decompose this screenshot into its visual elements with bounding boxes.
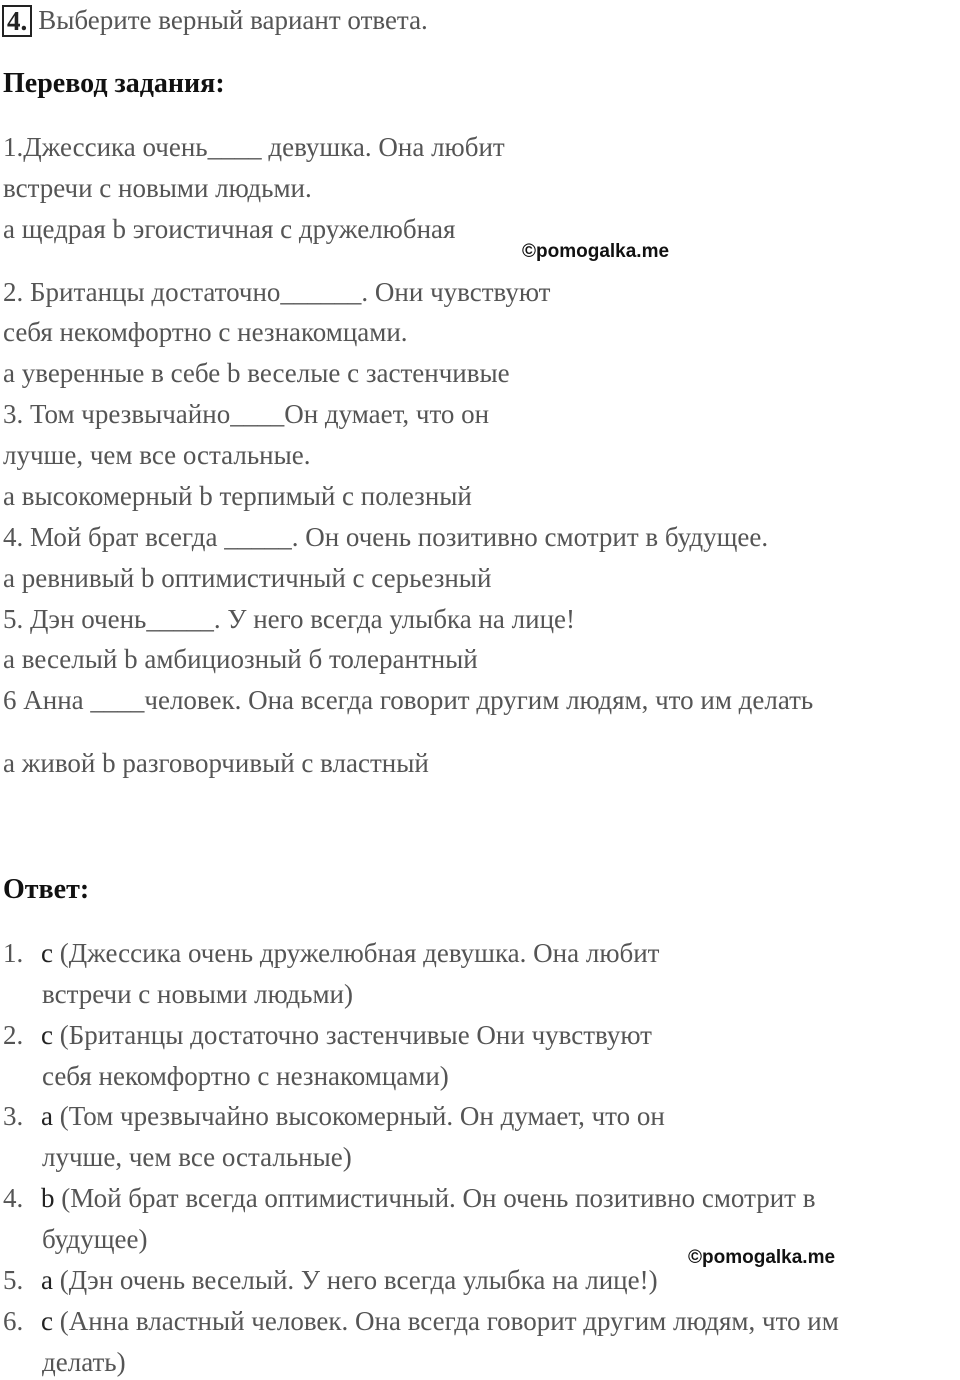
- answer-continuation: лучше, чем все остальные): [42, 1142, 352, 1172]
- translation-line: 5. Дэн очень_____. У него всегда улыбка на лице!: [3, 604, 576, 634]
- answer-number: 3.: [3, 1101, 24, 1131]
- answer-letter: b: [41, 1183, 55, 1213]
- answer-continuation: делать): [42, 1347, 126, 1377]
- answer-number: 2.: [3, 1020, 24, 1050]
- answer-item: [3, 1018, 652, 1052]
- answer-number: 5.: [3, 1265, 24, 1295]
- answer-item: [3, 1263, 658, 1297]
- translation-line: 3. Том чрезвычайно____Он думает, что он: [3, 399, 490, 429]
- translation-line: себя некомфортно с незнакомцами.: [3, 317, 408, 347]
- answer-number: 4.: [3, 1183, 24, 1213]
- answer-letter: a: [41, 1265, 53, 1295]
- answer-letter: c: [41, 938, 53, 968]
- translation-line: встречи с новыми людьми.: [3, 173, 312, 203]
- translation-line: 1.Джессика очень____ девушка. Она любит: [3, 132, 505, 162]
- translation-line: a ревнивый b оптимистичный c серьезный: [3, 563, 492, 593]
- task-instruction: Выберите верный вариант ответа.: [38, 5, 428, 35]
- watermark: ©pomogalka.me: [688, 1247, 836, 1268]
- answer-item: [3, 1304, 839, 1338]
- answer-text: (Том чрезвычайно высокомерный. Он думает, что он: [52, 1101, 665, 1131]
- translation-heading: Перевод задания:: [3, 68, 225, 99]
- translation-line: a высокомерный b терпимый c полезный: [3, 481, 472, 511]
- translation-line: лучше, чем все остальные.: [3, 440, 311, 470]
- translation-line: a веселый b амбициозный б толерантный: [3, 644, 478, 674]
- answer-text: (Мой брат всегда оптимистичный. Он очень позитивно смотрит в: [54, 1183, 816, 1213]
- translation-line: a щедрая b эгоистичная c дружелюбная: [3, 214, 456, 244]
- answer-number: 6.: [3, 1306, 24, 1336]
- translation-line: a живой b разговорчивый c властный: [3, 748, 429, 778]
- answer-continuation: встречи с новыми людьми): [42, 979, 354, 1009]
- answer-item: [3, 1181, 815, 1215]
- answer-item: [3, 1099, 665, 1133]
- translation-line: 6 Анна ____человек. Она всегда говорит другим людям, что им делать: [3, 685, 814, 715]
- answer-letter: c: [41, 1306, 53, 1336]
- translation-line: 4. Мой брат всегда _____. Он очень позитивно смотрит в будущее.: [3, 522, 769, 552]
- answer-text: (Джессика очень дружелюбная девушка. Она любит: [52, 938, 660, 968]
- answer-continuation: себя некомфортно с незнакомцами): [42, 1061, 449, 1091]
- answer-text: (Анна властный человек. Она всегда говорит другим людям, что им: [52, 1306, 839, 1336]
- answer-text: (Дэн очень веселый. У него всегда улыбка на лице!): [52, 1265, 658, 1295]
- task-header: [2, 3, 428, 37]
- answer-continuation: будущее): [42, 1224, 148, 1254]
- answer-heading: Ответ:: [3, 874, 90, 905]
- translation-line: 2. Британцы достаточно______. Они чувствуют: [3, 277, 551, 307]
- answer-letter: c: [41, 1020, 53, 1050]
- answer-number: 1.: [3, 938, 24, 968]
- answer-text: (Британцы достаточно застенчивые Они чувствуют: [52, 1020, 652, 1050]
- task-number: 4.: [2, 5, 32, 37]
- translation-line: a уверенные в себе b веселые c застенчивые: [3, 358, 510, 388]
- watermark: ©pomogalka.me: [522, 241, 670, 262]
- answer-letter: a: [41, 1101, 53, 1131]
- answer-item: [3, 936, 659, 970]
